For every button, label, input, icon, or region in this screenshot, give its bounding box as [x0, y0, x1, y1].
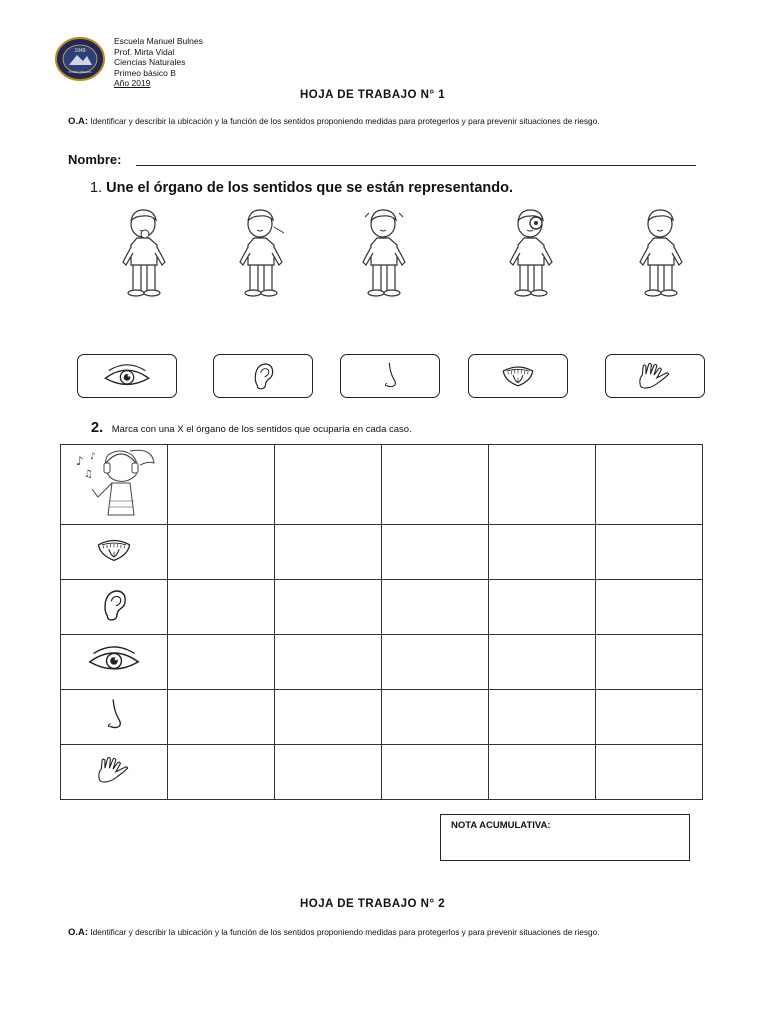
child-tasting-icon [105, 207, 185, 299]
table-row [61, 745, 703, 800]
school-seal-icon [55, 37, 105, 81]
oa-text: Identificar y describir la ubicación y la función de los sentidos proponiendo medidas para protegerlos y para prevenir situaciones de riesgo. [90, 927, 600, 937]
table-row [61, 690, 703, 745]
svg-text:♪: ♪ [90, 452, 96, 462]
table-row [61, 445, 703, 525]
row-image-cell [61, 635, 168, 690]
grade-name: Primeo básico B [114, 67, 176, 78]
ear-icon [251, 361, 275, 391]
name-field[interactable] [136, 165, 696, 166]
child-hearing-icon [345, 207, 425, 299]
answer-cell[interactable] [168, 445, 275, 525]
table-row [61, 635, 703, 690]
answer-cell[interactable] [275, 745, 382, 800]
answer-cell[interactable] [382, 635, 489, 690]
oa-text: Identificar y describir la ubicación y la función de los sentidos proponiendo medidas para protegerlos y para prevenir situaciones de riesgo. [90, 116, 600, 126]
answer-cell[interactable] [596, 635, 703, 690]
ear-icon [100, 588, 128, 622]
answer-cell[interactable] [596, 690, 703, 745]
answer-cell[interactable] [382, 580, 489, 635]
answer-cell[interactable] [168, 690, 275, 745]
child-smelling-icon [622, 207, 702, 299]
organ-box-nose[interactable] [340, 354, 440, 398]
answer-cell[interactable] [596, 745, 703, 800]
answer-cell[interactable] [596, 525, 703, 580]
eye-icon [86, 646, 142, 674]
answer-cell[interactable] [275, 635, 382, 690]
question-2-number: 2. [91, 420, 104, 436]
answer-cell[interactable] [275, 525, 382, 580]
school-name: Escuela Manuel Bulnes [114, 36, 203, 46]
question-1-number: 1. [90, 180, 103, 196]
child-seeing-icon [492, 207, 572, 299]
question-2 [91, 420, 412, 436]
school-header [114, 36, 203, 89]
subject-name: Ciencias Naturales [114, 57, 186, 67]
organ-box-hand[interactable] [605, 354, 705, 398]
seal-year: 1949 [74, 48, 86, 54]
mouth-icon [500, 361, 536, 391]
senses-grid [60, 444, 703, 800]
answer-cell[interactable] [382, 525, 489, 580]
answer-cell[interactable] [489, 635, 596, 690]
row-image-cell [61, 690, 168, 745]
answer-cell[interactable] [382, 745, 489, 800]
answer-cell[interactable] [168, 525, 275, 580]
year-text: Año 2019 [114, 78, 151, 88]
question-1-text: Une el órgano de los sentidos que se están representando. [106, 180, 514, 196]
row-image-cell [61, 445, 168, 525]
nose-icon [379, 360, 401, 392]
sheet1-title: HOJA DE TRABAJO N° 1 [300, 89, 446, 101]
table-row [61, 580, 703, 635]
child-touching-icon [222, 207, 302, 299]
table-row [61, 525, 703, 580]
sheet1-objective [68, 115, 700, 128]
answer-cell[interactable] [168, 745, 275, 800]
seal-bottom-text: PUNTA ARENAS [68, 70, 92, 74]
svg-text:♪: ♪ [76, 454, 84, 468]
answer-cell[interactable] [382, 445, 489, 525]
name-label: Nombre: [68, 152, 122, 167]
answer-cell[interactable] [489, 525, 596, 580]
question-1 [90, 180, 513, 196]
girl-with-headphones-icon [68, 445, 160, 519]
nose-icon [101, 697, 127, 733]
row-image-cell [61, 580, 168, 635]
nota-box[interactable] [440, 814, 690, 861]
sheet2-objective [68, 926, 700, 939]
svg-text:♫: ♫ [84, 469, 93, 480]
nota-label: NOTA ACUMULATIVA: [451, 820, 551, 831]
teacher-name: Prof. Mirta Vidal [114, 46, 175, 57]
answer-cell[interactable] [168, 580, 275, 635]
answer-cell[interactable] [275, 690, 382, 745]
organ-box-eye[interactable] [77, 354, 177, 398]
answer-cell[interactable] [382, 690, 489, 745]
row-image-cell [61, 525, 168, 580]
eye-icon [102, 364, 152, 389]
answer-cell[interactable] [596, 445, 703, 525]
oa-label: O.A: [68, 116, 89, 127]
answer-cell[interactable] [168, 635, 275, 690]
organ-box-mouth[interactable] [468, 354, 568, 398]
sheet2-title: HOJA DE TRABAJO N° 2 [300, 898, 446, 910]
answer-cell[interactable] [275, 445, 382, 525]
answer-cell[interactable] [489, 690, 596, 745]
question-2-text: Marca con una X el órgano de los sentidos que ocuparía en cada caso. [111, 424, 412, 435]
hand-icon [635, 362, 675, 390]
answer-cell[interactable] [596, 580, 703, 635]
answer-cell[interactable] [489, 580, 596, 635]
oa-label: O.A: [68, 927, 89, 938]
mouth-icon [95, 534, 133, 566]
answer-cell[interactable] [275, 580, 382, 635]
hand-icon [94, 756, 134, 784]
answer-cell[interactable] [489, 445, 596, 525]
answer-cell[interactable] [489, 745, 596, 800]
row-image-cell [61, 745, 168, 800]
organ-box-ear[interactable] [213, 354, 313, 398]
